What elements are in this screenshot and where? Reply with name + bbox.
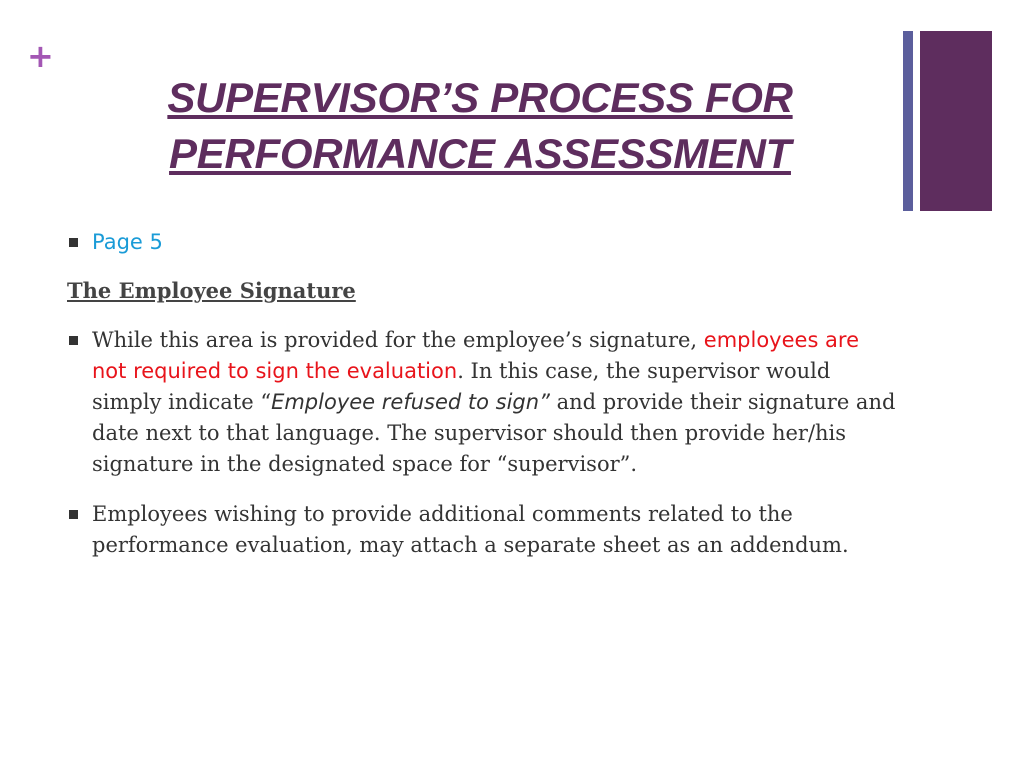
quoted-phrase: Employee refused to sign” [271,390,550,414]
slide-title-line-1: SUPERVISOR’S PROCESS FOR [167,74,793,121]
paragraph-text-part-3: and provide their signature and date next to that language. The supervisor should then provide her/his signature in the designated space for “supervisor”. [92,390,896,476]
paragraph-text-part-2: . In this case, the supervisor would simply indicate “ [92,359,831,414]
decorative-thin-bar [903,31,913,211]
slide-title-line-2: PERFORMANCE ASSESSMENT [169,130,791,177]
square-bullet-icon [69,336,78,345]
slide-body [67,227,897,561]
paragraph-text-part-1: While this area is provided for the employee’s signature, [92,328,704,352]
page-reference: Page 5 [92,230,163,254]
paragraph-comments [67,499,897,561]
square-bullet-icon [69,238,78,247]
paragraph-signature [67,325,897,480]
slide-title [60,70,900,182]
plus-mark-icon: + [27,37,54,75]
section-heading: The Employee Signature [67,278,356,303]
page-reference-item [67,227,897,258]
highlight-text: employees are not required to sign the evaluation [92,328,860,383]
square-bullet-icon [69,510,78,519]
decorative-accent-bar [920,31,992,211]
paragraph-comments-text: Employees wishing to provide additional comments related to the performance evaluation, may attach a separate sheet as an addendum. [92,502,849,557]
